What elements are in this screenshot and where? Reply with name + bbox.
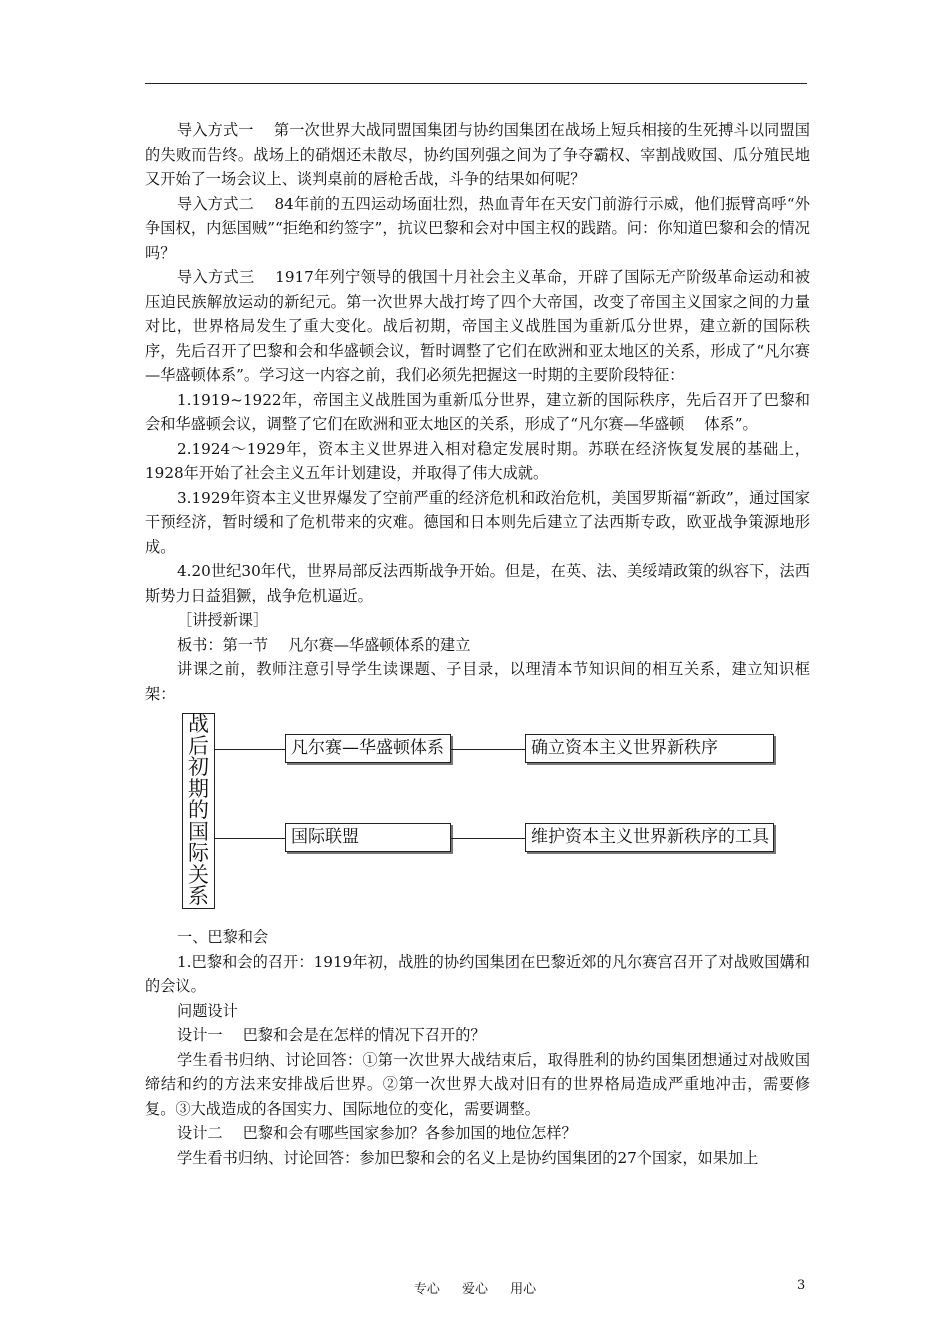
header-rule (145, 83, 807, 84)
paragraph-conference-opening: 1.巴黎和会的召开：1919年初，战胜的协约国集团在巴黎近郊的凡尔赛宫召开了对战败国媾和的会议。 (145, 952, 810, 995)
diagram-root-char: 国 (188, 819, 209, 844)
diagram-root-char: 后 (188, 733, 209, 758)
list-item-1: 1.1919~1922年，帝国主义战胜国为重新瓜分世界，建立新的国际秩序，先后召开了巴黎和会和华盛顿会议，调整了它们在欧洲和亚太地区的关系，形成了“凡尔赛—华盛顿 体系”。 (145, 390, 810, 433)
connector-line-row1 (215, 749, 285, 750)
diagram-root-char: 初 (188, 755, 209, 780)
document-body (145, 118, 810, 1170)
diagram-root-char: 际 (188, 841, 209, 866)
answer-one: 学生看书归纳、讨论回答：①第一次世界大战结束后，取得胜利的协约国集团想通过对战败国缔结和约的方法来安排战后世界。②第一次世界大战对旧有的世界格局造成严重地冲击，需要修复。③大战造成的各国实力、国际地位的变化，需要调整。 (145, 1050, 810, 1118)
design-one: 设计一 巴黎和会是在怎样的情况下召开的？ (177, 1026, 486, 1044)
footer-motto: 专心 爱心 用心 (413, 1282, 537, 1297)
paragraph-intro-3: 导入方式三 1917年列宁领导的俄国十月社会主义革命，开辟了国际无产阶级革命运动和被压迫民族解放运动的新纪元。第一次世界大战打垮了四个大帝国，改变了帝国主义国家之间的力量对比，世界格局发生了重大变化。战后初期，帝国主义战胜国为重新瓜分世界，建立新的国际秩序，先后召开了巴黎和会和华盛顿会议，暂时调整了它们在欧洲和亚太地区的关系，形成了“凡尔赛—华盛顿体系”。学习这一内容之前，我们必须先把握这一时期的主要阶段特征： (145, 268, 810, 384)
diagram-box-new-order: 确立资本主义世界新秩序 (525, 734, 774, 763)
diagram-root-char: 的 (188, 798, 209, 823)
list-item-3: 3.1929年资本主义世界爆发了空前严重的经济危机和政治危机，美国罗斯福“新政”，通过国家干预经济，暂时缓和了危机带来的灾难。德国和日本则先后建立了法西斯专政，欧亚战争策源地形成。 (145, 488, 810, 556)
board-title: 板书：第一节 凡尔赛—华盛顿体系的建立 (177, 635, 471, 654)
list-item-2: 2.1924～1929年，资本主义世界进入相对稳定发展时期。苏联在经济恢复发展的基础上，1928年开始了社会主义五年计划建设，并取得了伟大成就。 (145, 439, 810, 482)
section-heading-new-lesson: ［讲授新课］ (177, 611, 269, 629)
diagram-box-versailles-washington: 凡尔赛—华盛顿体系 (285, 734, 451, 763)
paragraph-framework-intro: 讲课之前，教师注意引导学生读课题、子目录，以理清本节知识间的相互关系，建立知识框架： (145, 660, 810, 703)
connector-line-row2 (215, 838, 285, 839)
page-number: 3 (797, 1278, 806, 1293)
diagram-root-char: 关 (188, 862, 209, 887)
question-design-heading: 问题设计 (177, 1001, 238, 1020)
diagram-root-char: 期 (188, 776, 209, 801)
diagram-box-tool: 维护资本主义世界新秩序的工具 (525, 823, 774, 852)
section-heading-paris-conference: 一、巴黎和会 (177, 928, 269, 946)
paragraph-intro-2: 导入方式二 84年前的五四运动场面壮烈，热血青年在天安门前游行示威，他们振臂高呼“外争国权，内惩国贼”“拒绝和约签字”，抗议巴黎和会对中国主权的践踏。问：你知道巴黎和会的情况吗？ (145, 194, 810, 262)
diagram-root-char: 系 (188, 884, 209, 909)
paragraph-intro-1: 导入方式一 第一次世界大战同盟国集团与协约国集团在战场上短兵相接的生死搏斗以同盟国的失败而告终。战场上的硝烟还未散尽，协约国列强之间为了争夺霸权、宰割战败国、瓜分殖民地又开始了一场会议上、谈判桌前的唇枪舌战，斗争的结果如何呢？ (145, 121, 810, 188)
connector-line-row2-right (451, 838, 525, 839)
diagram-root-box (182, 713, 215, 909)
diagram-box-league-of-nations: 国际联盟 (285, 823, 451, 852)
knowledge-framework-diagram (145, 709, 810, 919)
answer-two: 学生看书归纳、讨论回答：参加巴黎和会的名义上是协约国集团的27个国家，如果加上 (177, 1148, 759, 1167)
design-two: 设计二 巴黎和会有哪些国家参加？各参加国的地位怎样？ (177, 1124, 577, 1142)
list-item-4: 4.20世纪30年代，世界局部反法西斯战争开始。但是，在英、法、美绥靖政策的纵容下，法西斯势力日益猖獗，战争危机逼近。 (145, 562, 810, 605)
connector-line-row1-right (451, 749, 525, 750)
diagram-root-char: 战 (188, 712, 209, 737)
